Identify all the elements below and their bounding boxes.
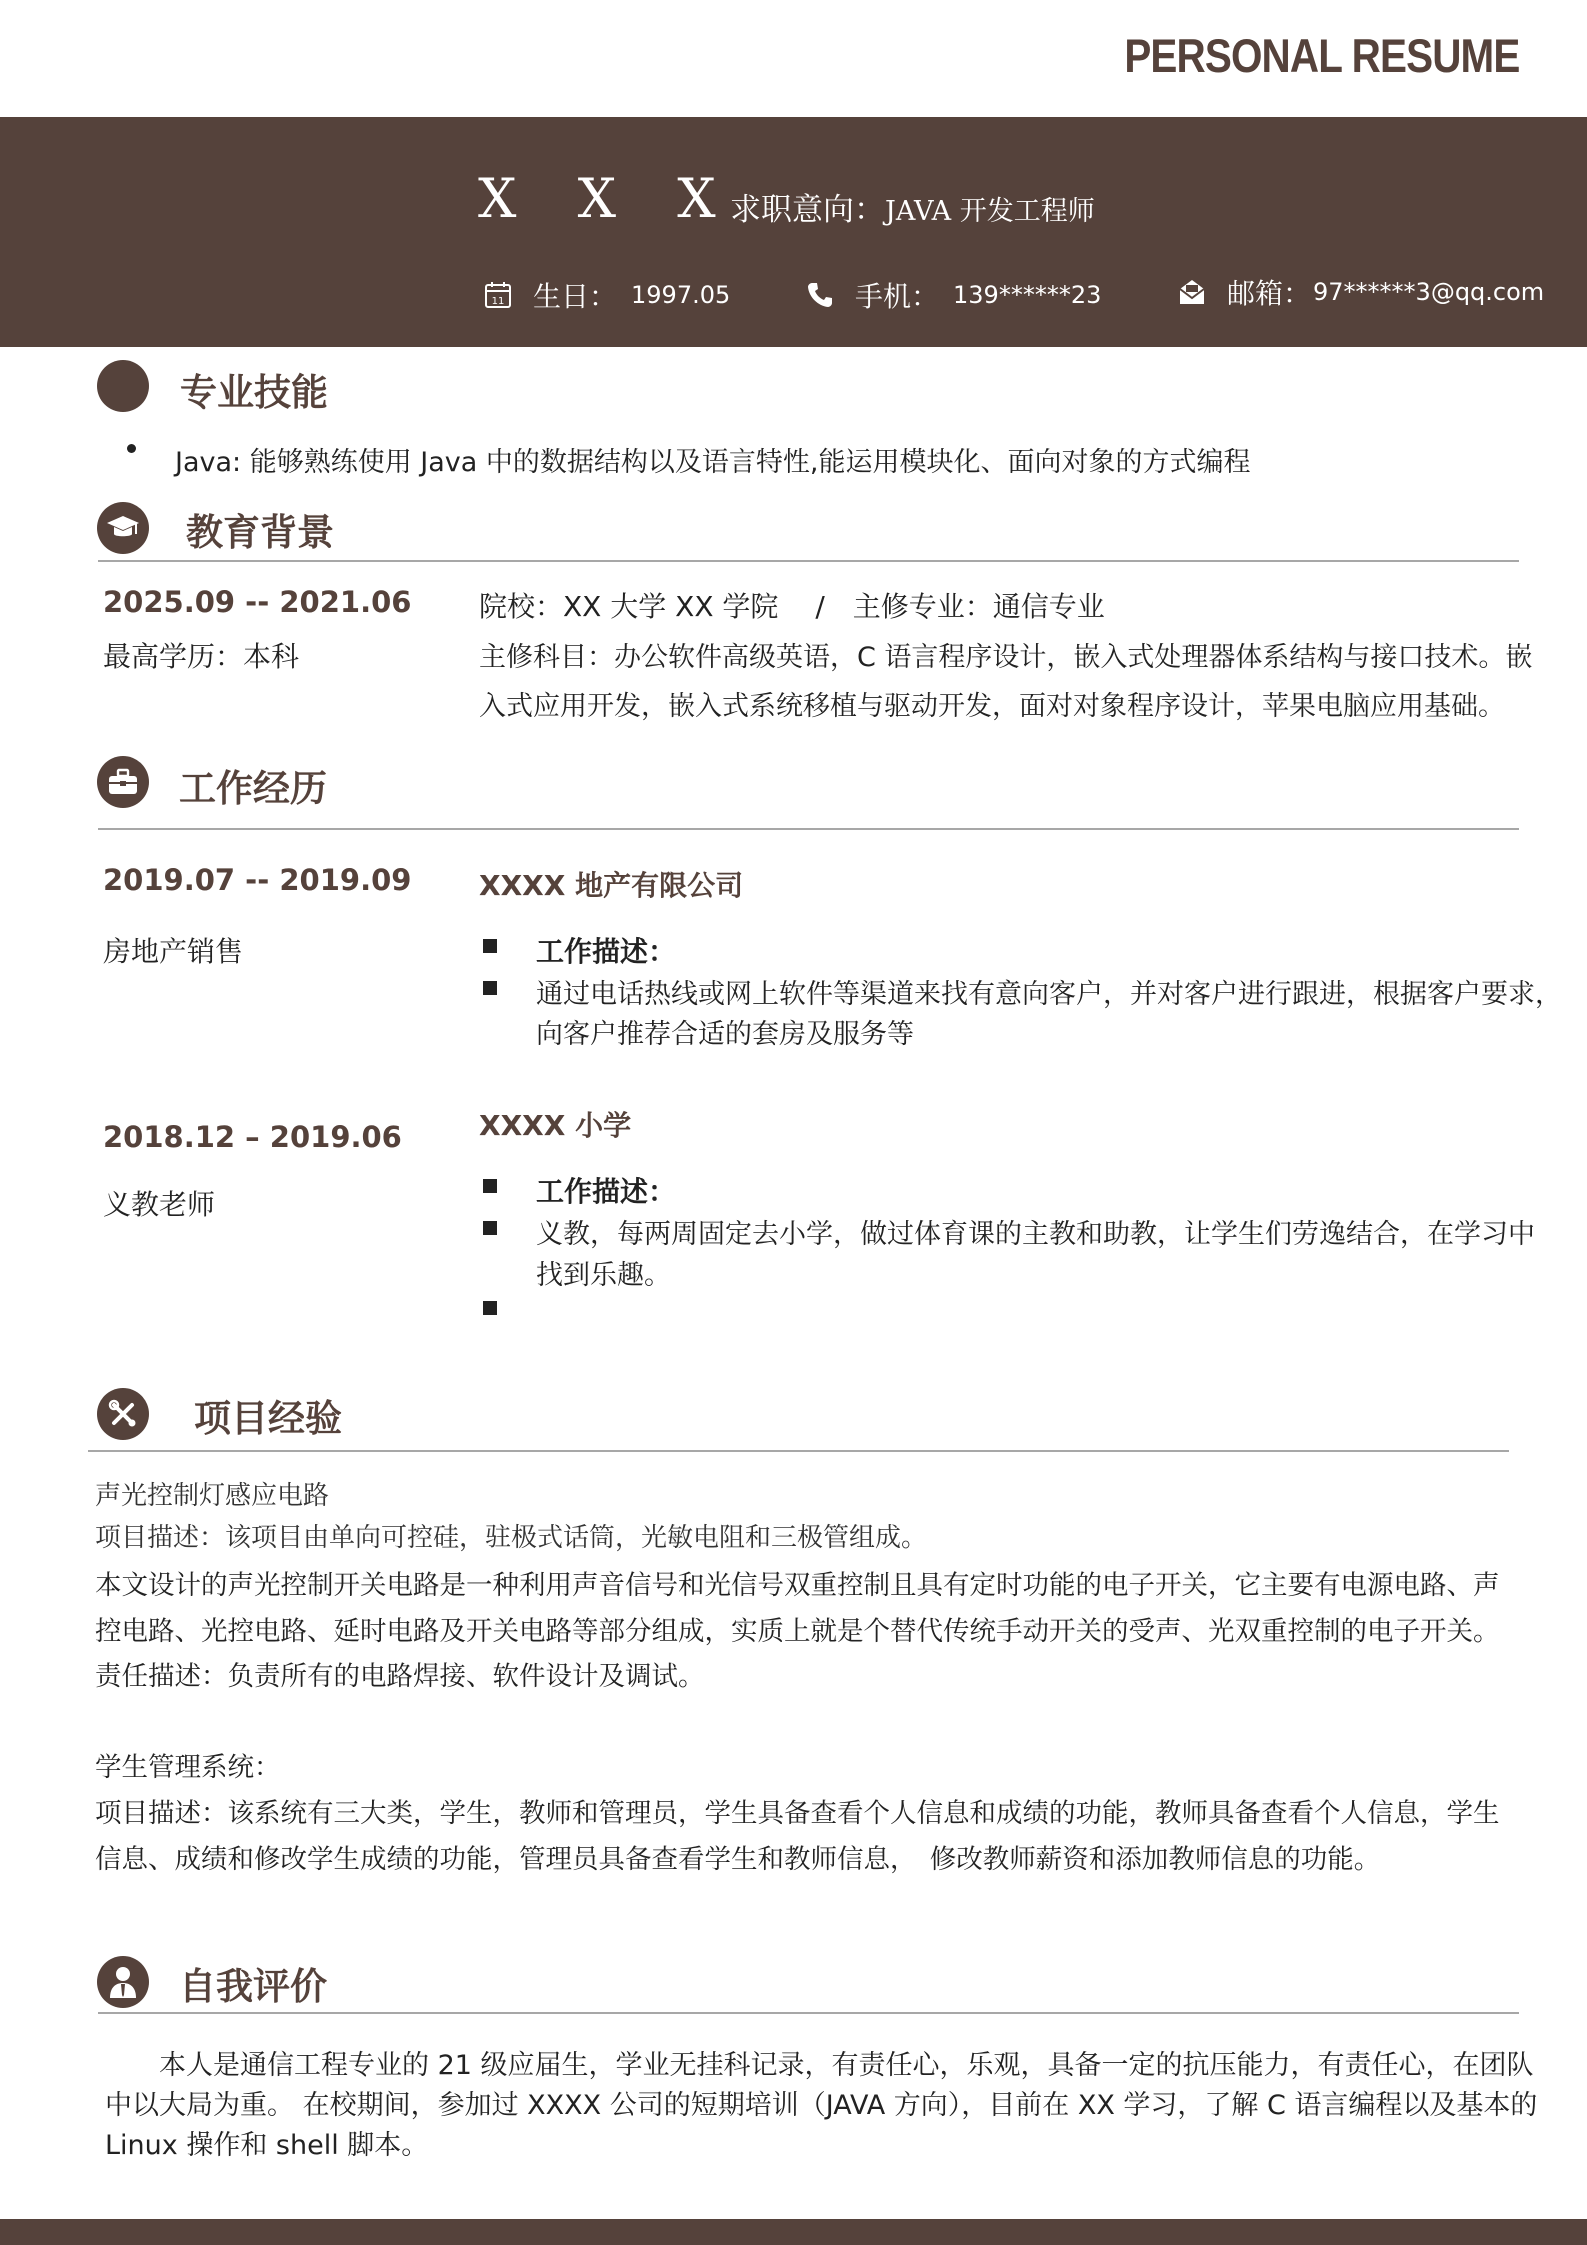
job-1-bullet-2 <box>483 981 497 995</box>
project-1-name: 声光控制灯感应电路 <box>95 1481 330 1511</box>
candidate-name: X X X <box>478 167 738 230</box>
self-eval-line-1: 本人是通信工程专业的 21 级应届生，学业无挂科记录，有责任心，乐观，具备一定的抗压能力，有责任心，在团队 <box>105 2050 1534 2081</box>
phone-label: 手机： <box>855 280 940 313</box>
phone-info <box>805 275 1101 315</box>
phone-icon <box>805 280 835 310</box>
mail-icon <box>1177 277 1207 307</box>
job-1-desc-2: 向客户推荐合适的套房及服务等 <box>536 1019 914 1050</box>
job-1-company: XXXX 地产有限公司 <box>479 869 744 902</box>
job-2-bullet-3 <box>483 1301 497 1315</box>
project-2-line-1: 项目描述：该系统有三大类，学生，教师和管理员，学生具备查看个人信息和成绩的功能，教师具备查看个人信息，学生 <box>95 1798 1500 1829</box>
education-rule <box>98 560 1519 562</box>
birth-value: 1997.05 <box>631 281 731 309</box>
project-1-resp: 责任描述：负责所有的电路焊接、软件设计及调试。 <box>95 1661 705 1692</box>
tools-icon <box>97 1388 149 1440</box>
projects-title: 项目经验 <box>194 1397 342 1440</box>
skills-bullet <box>127 444 136 453</box>
project-1-body-1: 本文设计的声光控制开关电路是一种利用声音信号和光信号双重控制且具有定时功能的电子开关，它主要有电源电路、声 <box>95 1570 1500 1601</box>
education-courses-1: 主修科目：办公软件高级英语，C 语言程序设计，嵌入式处理器体系结构与接口技术。嵌 <box>479 642 1533 673</box>
footer-bar <box>0 2219 1587 2245</box>
education-degree: 最高学历：本科 <box>103 640 300 673</box>
education-school: 院校：XX 大学 XX 学院 / 主修专业：通信专业 <box>479 590 1105 623</box>
project-2-name: 学生管理系统： <box>95 1752 281 1783</box>
job-1-desc-1: 通过电话热线或网上软件等渠道来找有意向客户，并对客户进行跟进，根据客户要求， <box>536 979 1562 1010</box>
work-rule <box>98 828 1519 830</box>
job-2-company: XXXX 小学 <box>479 1109 632 1142</box>
project-2-line-2: 信息、成绩和修改学生成绩的功能，管理员具备查看学生和教师信息， 修改教师薪资和添加教师信息的功能。 <box>95 1844 1381 1875</box>
skills-item: Java: 能够熟练使用 Java 中的数据结构以及语言特性,能运用模块化、面向对象的方式编程 <box>175 447 1251 478</box>
phone-value: 139******23 <box>953 281 1102 309</box>
self-eval-rule <box>98 2012 1519 2014</box>
skills-title: 专业技能 <box>180 371 328 414</box>
calendar-icon <box>483 280 513 310</box>
job-2-desc-label: 工作描述： <box>536 1175 677 1208</box>
job-1-role: 房地产销售 <box>103 935 244 968</box>
job-intent-value: JAVA 开发工程师 <box>885 196 1095 227</box>
job-2-date: 2018.12 – 2019.06 <box>103 1120 402 1154</box>
skills-section-icon <box>97 360 149 412</box>
email-label: 邮箱： <box>1227 277 1312 310</box>
job-2-desc-2: 找到乐趣。 <box>536 1260 671 1291</box>
job-intent-label: 求职意向： <box>730 192 885 228</box>
brand-title: PERSONAL RESUME <box>1123 29 1519 82</box>
job-2-bullet-1 <box>483 1179 497 1193</box>
birth-label: 生日： <box>533 280 618 313</box>
calendar-day: 11 <box>491 296 505 307</box>
person-icon <box>97 1956 149 2008</box>
projects-rule <box>88 1450 1509 1452</box>
job-2-desc-1: 义教，每两周固定去小学，做过体育课的主教和助教，让学生们劳逸结合，在学习中 <box>536 1219 1535 1250</box>
email-value: 97******3@qq.com <box>1313 278 1545 306</box>
project-1-desc: 项目描述：该项目由单向可控硅，驻极式话筒，光敏电阻和三极管组成。 <box>95 1523 928 1553</box>
job-intent <box>730 184 1095 229</box>
project-1-body-2: 控电路、光控电路、延时电路及开关电路等部分组成，实质上就是个替代传统手动开关的受声、光双重控制的电子开关。 <box>95 1616 1500 1647</box>
job-1-bullet-1 <box>483 939 497 953</box>
job-1-date: 2019.07 -- 2019.09 <box>103 863 412 897</box>
job-2-bullet-2 <box>483 1221 497 1235</box>
work-title: 工作经历 <box>179 767 327 810</box>
job-2-role: 义教老师 <box>103 1188 216 1221</box>
education-title: 教育背景 <box>186 511 334 554</box>
self-eval-title: 自我评价 <box>179 1965 327 2008</box>
job-1-desc-label: 工作描述： <box>536 935 677 968</box>
graduation-cap-icon <box>97 502 149 554</box>
header-banner <box>0 117 1587 347</box>
self-eval-line-3: Linux 操作和 shell 脚本。 <box>105 2130 429 2161</box>
email-info <box>1177 272 1544 312</box>
birth-info <box>483 275 730 315</box>
briefcase-icon <box>97 756 149 808</box>
education-courses-2: 入式应用开发，嵌入式系统移植与驱动开发，面对对象程序设计，苹果电脑应用基础。 <box>479 691 1505 722</box>
self-eval-line-2: 中以大局为重。 在校期间，参加过 XXXX 公司的短期培训（JAVA 方向），目前在 XX 学习，了解 C 语言编程以及基本的 <box>105 2090 1538 2121</box>
education-date: 2025.09 -- 2021.06 <box>103 585 412 619</box>
